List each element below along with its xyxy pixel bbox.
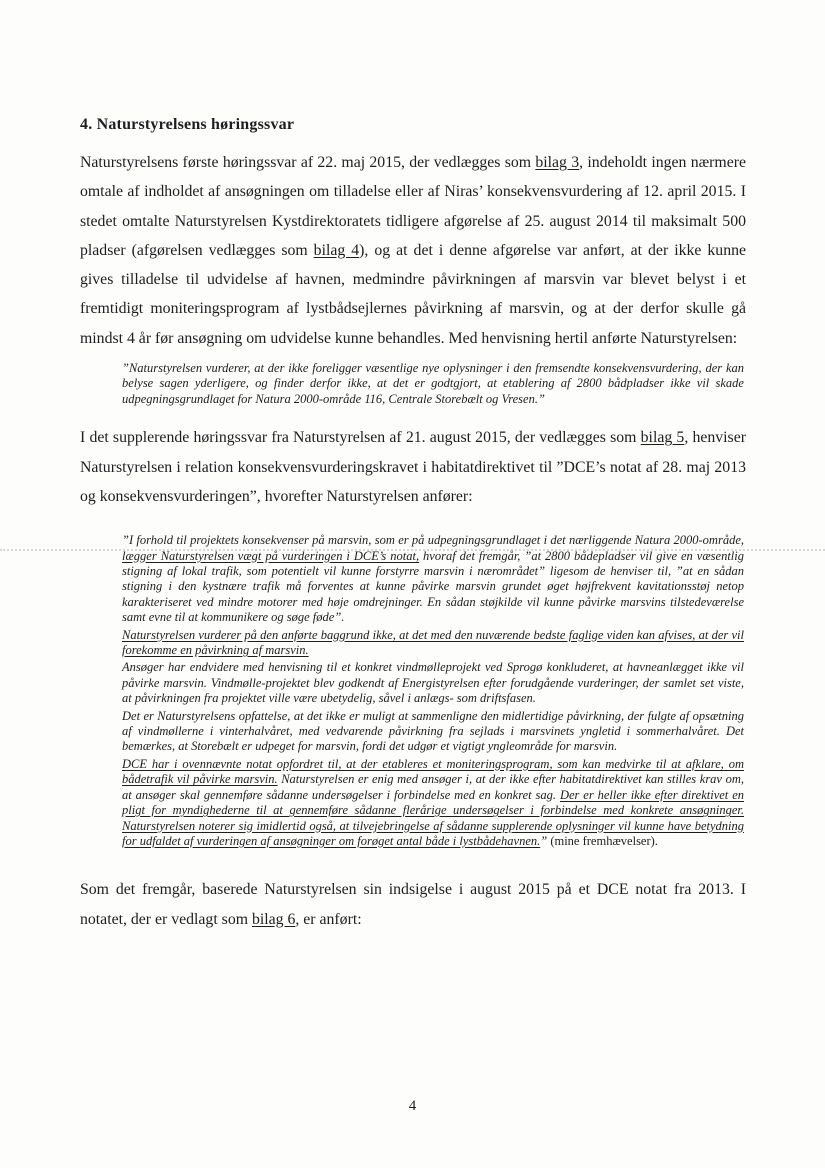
underlined-text: lægger Naturstyrelsen vægt på vurderingen i DCE’s notat, (122, 548, 420, 563)
text-segment: ”I forhold til projektets konsekvenser på marsvin, som er på udpegningsgrundlaget i det nærliggende Natura 2000-område, (122, 533, 744, 548)
underlined-text: Der er heller ikke efter direktivet en pligt for myndighederne til at gennemføre sådanne flerårige undersøgelser i forbindelse med konkrete ansøgninger. Naturstyrelsen noterer sig imidlertid også, at tilvejebringelse af sådanne supplerende oplysninger vil kunne have betydning for udfaldet af vurderingen af ansøgninger om forøget antal både i lystbådehavnen. (122, 787, 744, 848)
block-quote-2 (122, 533, 744, 849)
paragraph-1 (80, 148, 746, 353)
underlined-text: bilag 4 (313, 241, 360, 259)
page-number: 4 (408, 1098, 417, 1114)
document-content (80, 116, 746, 934)
text-segment: Naturstyrelsens første høringssvar af 22. maj 2015, der vedlægges som (80, 154, 536, 171)
section-heading: 4. Naturstyrelsens høringssvar (80, 116, 295, 133)
text-segment: , indeholdt ingen nærmere omtale af indholdet af ansøgningen om tilladelse eller af Niras’ konsekvensvurdering af 12. april 2015. I stedet omtalte Naturstyrelsen Kystdirektoratets tidligere afgørelse af 25. august 2014 til maksimalt 500 pladser (afgørelsen vedlægges som (80, 154, 746, 259)
text-segment: Som det fremgår, baserede Naturstyrelsen sin indsigelse i august 2015 på et DCE notat fra 2013. I notatet, der er vedlagt som (80, 881, 746, 928)
text-segment: , er anført: (295, 910, 362, 928)
text-segment: ”Naturstyrelsen vurderer, at der ikke foreligger væsentlige nye oplysninger i den fremsendte konsekvensvurdering, der kan belyse sagen yderligere, og finder derfor ikke, at det er godtgjort, at etablering af 2800 bådpladser ikke vil skade udpegningsgrundlaget for Natura 2000-område 116, Centrale Storebælt og Vresen.” (122, 361, 744, 406)
text-segment: I det supplerende høringssvar fra Naturstyrelsen af 21. august 2015, der vedlægges som (80, 429, 641, 447)
text-segment: hvoraf det fremgår, ”at 2800 bådepladser vil give en væsentlig stigning af lokal trafik, som potentielt vil kunne forstyrre marsvin i nærområdet” ligesom de henviser til, ”at en sådan stigning i den kystnære trafik må forventes at kunne påvirke marsvin grundet øget højfrekvent kavitationsstøj netop karakteriseret ved mindre motorer med høje omdrejninger. En sådan støjkilde vil kunne påvirke marsvins tilstedeværelse samt evne til at kommunikere og søge føde”. (122, 548, 744, 625)
text-segment: Naturstyrelsen er enig med ansøger i, at der ikke efter habitatdirektivet kan stilles krav om, at ansøger skal gennemføre sådanne undersøgelser i forbindelse med en konkret sag. (122, 772, 744, 802)
quote-paragraph (122, 660, 744, 706)
underlined-text: bilag 5 (640, 429, 685, 447)
underlined-text: DCE har i ovennævnte notat opfordret til, at der etableres et moniteringsprogram, som kan medvirke til at afklare, om bådetrafik vil påvirke marsvin. (122, 756, 744, 787)
quote-paragraph (122, 361, 744, 407)
paragraph-2 (80, 423, 746, 511)
text-segment: ), og at det i denne afgørelse var anført, at der ikke kunne gives tilladelse til udvidelse af havnen, medmindre påvirkningen af marsvin var blevet belyst i et fremtidigt moniteringsprogram af lystbådsejlernes påvirkning af marsvin, og at der derfor skulle gå mindst 4 år før ansøgning om udvidelse kunne behandles. Med henvisning hertil anførte Naturstyrelsen: (80, 241, 746, 347)
quote-paragraph (122, 757, 744, 849)
underlined-text: bilag 3 (535, 154, 580, 171)
quote-paragraph (122, 533, 744, 625)
underlined-text: bilag 6 (251, 910, 296, 928)
text-segment: ” (540, 833, 551, 848)
quote-paragraph (122, 628, 744, 659)
quote-paragraph (122, 709, 744, 755)
text-segment: Ansøger har endvidere med henvisning til et konkret vindmølleprojekt ved Sprogø konkluderet, at havneanlægget ikke vil påvirke marsvin. Vindmølle-projektet blev godkendt af Energistyrelsen efter forudgående vurderinger, der samlet set viste, at påvirkningen fra projektet ville være ubetydelig, såvel i anlægs- som driftsfasen. (122, 660, 744, 706)
text-segment: Det er Naturstyrelsens opfattelse, at det ikke er muligt at sammenligne den midlertidige påvirkning, der fulgte af opsætning af vindmøllerne i vinterhalvåret, med vedvarende påvirkning fra sejlads i marsvinets yngletid i sommerhalvåret. Det bemærkes, at Storebælt er udpeget for marsvin, fordi det udgør et vigtigt yngleområde for marsvin. (122, 708, 744, 754)
paragraph-3 (80, 875, 746, 934)
block-quote-1 (122, 361, 744, 407)
underlined-text: Naturstyrelsen vurderer på den anførte baggrund ikke, at det med den nuværende bedste faglige viden kan afvises, at der vil forekomme en påvirkning af marsvin. (122, 627, 744, 658)
text-segment: (mine fremhævelser). (550, 833, 658, 848)
text-segment: , henviser Naturstyrelsen i relation konsekvensvurderingskravet i habitatdirektivet til ”DCE’s notat af 28. maj 2013 og konsekvensvurderingen”, hvorefter Naturstyrelsen anfører: (80, 429, 746, 505)
